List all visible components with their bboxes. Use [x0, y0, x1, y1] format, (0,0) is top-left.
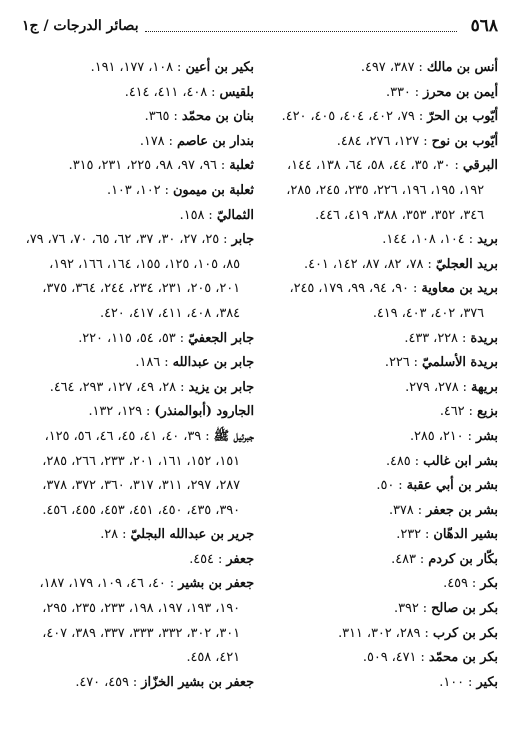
index-entry [266, 204, 498, 229]
entry-name: جعفر [226, 551, 254, 567]
entry-page-refs: ٧٩، ٤٠٢، ٤٠٤، ٤٠٥، ٤٢٠. [281, 109, 415, 125]
entry-page-refs: ١٢٩، ١٣٢. [88, 404, 142, 420]
index-entry [266, 450, 498, 475]
entry-name: بكر بن صالح [431, 601, 498, 617]
running-title: بصائر الدرجات / ج١ [22, 18, 139, 34]
entry-name: الجارود (أبوالمنذر) [154, 404, 254, 420]
entry-separator: : [410, 84, 424, 100]
index-columns [16, 56, 504, 695]
entry-page-refs: ٩٦، ٩٧، ٩٨، ٢٢٥، ٢٣١، ٣١٥. [68, 158, 217, 174]
entry-name: بريد [477, 232, 498, 248]
entry-separator: : [463, 674, 477, 690]
index-entry [266, 400, 498, 425]
entry-name: البرقي [462, 158, 498, 174]
index-entry [22, 425, 254, 450]
page-number: ٥٦٨ [470, 16, 498, 36]
entry-name: جعفر بن بشير [178, 576, 254, 592]
entry-page-refs: ١٩٠، ١٩٣، ١٩٧، ١٩٨، ٢٣٣، ٢٣٥، ٢٩٥، [42, 601, 240, 617]
entry-separator: : [450, 158, 463, 174]
entry-name: ثعلبة بن ميمون [172, 182, 254, 198]
entry-page-refs: ١٠٢، ١٠٣. [106, 182, 161, 198]
entry-separator: : [160, 182, 173, 198]
entry-name: بنان بن محمّد [181, 109, 254, 125]
index-entry [22, 327, 254, 352]
index-entry [22, 499, 254, 524]
entry-page-refs: ٣٧٦، ٤٠٢، ٤٠٣، ٤١٩. [372, 305, 484, 321]
index-entry [22, 302, 254, 327]
entry-page-refs: ٤٠، ٤٦، ١٠٩، ١٧٩، ١٨٧، [39, 576, 166, 592]
entry-separator: : [416, 650, 429, 666]
index-entry [22, 572, 254, 597]
entry-page-refs: ١٠٨، ١٧٧، ١٩١. [90, 60, 173, 75]
page-header [22, 14, 498, 38]
entry-separator: : [219, 232, 232, 248]
index-entry [266, 474, 498, 499]
index-entry [22, 56, 254, 81]
index-entry [266, 105, 498, 130]
index-entry [266, 154, 498, 179]
entry-page-refs: ٣٣٠. [386, 84, 411, 100]
index-entry [22, 400, 254, 425]
entry-separator: : [418, 601, 432, 617]
entry-name: أيّوب بن نوح [431, 133, 498, 149]
index-entry [22, 277, 254, 302]
index-entry [266, 425, 498, 450]
entry-page-refs: ١٠٠. [439, 674, 464, 690]
entry-separator: : [464, 404, 477, 420]
entry-page-refs: ٢٨. [100, 527, 119, 543]
entry-name: جبرئيل ﷺ [213, 428, 254, 444]
index-entry [22, 130, 254, 155]
right-column [260, 56, 504, 695]
entry-page-refs: ٩٠، ٩٤، ٩٩، ١٧٩، ٢٤٥، [289, 281, 409, 297]
index-entry [22, 474, 254, 499]
index-entry [22, 597, 254, 622]
entry-separator: : [420, 527, 434, 543]
entry-page-refs: ٢١٠، ٢٨٥. [409, 428, 464, 444]
entry-page-refs: ٢٨، ٤٩، ١٢٧، ٢٩٣، ٤٦٤. [49, 379, 176, 395]
index-entry [266, 327, 498, 352]
entry-name: جعفر بن بشير الخزّاز [141, 674, 254, 690]
entry-page-refs: ١٢٧، ٢٧٦، ٤٨٤. [336, 133, 420, 149]
entry-separator: : [118, 527, 131, 543]
index-entry [22, 622, 254, 647]
entry-name: جابر بن يزيد [188, 379, 254, 395]
entry-page-refs: ٢٢٨، ٤٣٣. [404, 330, 458, 346]
entry-page-refs: ٢٢٦. [384, 355, 410, 371]
entry-page-refs: ٤٨٥. [385, 453, 411, 469]
entry-name: جابر بن عبدالله [172, 355, 254, 371]
entry-name: بريد بن معاوية [421, 281, 498, 297]
entry-separator: : [128, 674, 142, 690]
entry-separator: : [413, 502, 427, 518]
index-entry [266, 622, 498, 647]
entry-separator: : [420, 625, 433, 641]
header-rule [145, 21, 457, 32]
entry-separator: : [408, 281, 422, 297]
entry-separator: : [201, 428, 214, 444]
entry-separator: : [176, 379, 189, 395]
entry-page-refs: ٣٩٢. [394, 601, 419, 617]
entry-separator: : [414, 60, 427, 75]
entry-name: بكير بن أعين [185, 60, 254, 75]
entry-separator: : [141, 404, 155, 420]
entry-name: بشر [475, 428, 498, 444]
entry-page-refs: ٤٥٩. [443, 576, 468, 592]
entry-page-refs: ٤٥٩، ٤٧٠. [75, 674, 129, 690]
entry-page-refs: ٢٣٢. [396, 527, 421, 543]
entry-separator: : [394, 478, 407, 494]
entry-page-refs: ٣٩، ٤٠، ٤١، ٤٥، ٤٦، ٥٦، ١٢٥، [44, 428, 202, 444]
index-entry [22, 253, 254, 278]
entry-separator: : [169, 109, 182, 125]
entry-separator: : [172, 60, 186, 75]
entry-separator: : [467, 576, 481, 592]
entry-page-refs: ٣٠١، ٣٠٢، ٣٣٢، ٣٣٣، ٣٣٧، ٣٨٩، ٤٠٧، [42, 625, 240, 641]
index-entry [22, 179, 254, 204]
index-entry [22, 105, 254, 130]
entry-separator: : [423, 256, 436, 272]
index-entry [22, 154, 254, 179]
entry-page-refs: ٤٨٣. [391, 551, 416, 567]
entry-name: بكر بن محمّد [428, 650, 498, 666]
entry-name: جرير بن عبدالله البجليّ [130, 527, 254, 543]
entry-separator: : [164, 133, 177, 149]
entry-page-refs: ٤٢١، ٤٥٨. [186, 650, 240, 666]
entry-page-refs: ٤٠٨، ٤١١، ٤١٤. [124, 84, 208, 100]
entry-separator: : [457, 330, 471, 346]
entry-page-refs: ٣٧٨. [388, 502, 414, 518]
entry-separator: : [415, 551, 429, 567]
index-entry [266, 671, 498, 696]
entry-page-refs: ٢٨٧، ٢٩٧، ٣١١، ٣١٧، ٣٦٠، ٣٧٢، ٣٧٨، [42, 478, 240, 494]
index-entry [22, 204, 254, 229]
entry-name: بريهة [471, 379, 498, 395]
entry-separator: : [464, 232, 478, 248]
index-entry [266, 302, 498, 327]
entry-separator: : [458, 379, 472, 395]
entry-name: أنس بن مالك [426, 60, 498, 75]
index-entry [266, 548, 498, 573]
entry-page-refs: ٨٥، ١٠٥، ١٢٥، ١٥٥، ١٦٤، ١٦٦، ١٩٢، [49, 256, 240, 272]
entry-separator: : [204, 207, 217, 223]
entry-page-refs: ٣٦٥. [144, 109, 170, 125]
entry-separator: : [409, 355, 423, 371]
index-entry [266, 81, 498, 106]
entry-page-refs: ٢٠١، ٢٠٥، ٢٣١، ٢٣٤، ٢٤٤، ٣٦٤، ٣٧٥، [42, 281, 240, 297]
entry-page-refs: ٣٩٠، ٤٣٥، ٤٥٠، ٤٥١، ٤٥٣، ٤٥٥، ٤٥٦. [42, 502, 240, 518]
entry-separator: : [414, 109, 428, 125]
index-entry [266, 130, 498, 155]
entry-name: أيّوب بن الحرّ [427, 109, 498, 125]
entry-page-refs: ٣٠، ٣٥، ٤٤، ٥٨، ٦٤، ١٣٨، ١٤٤، [287, 158, 451, 174]
index-entry [266, 56, 498, 81]
index-entry [266, 228, 498, 253]
entry-page-refs: ١٥١، ١٥٢، ١٦١، ٢٠١، ٢٣٣، ٢٦٦، ٢٨٥، [42, 453, 240, 469]
entry-separator: : [419, 133, 432, 149]
index-entry [22, 81, 254, 106]
entry-page-refs: ١٠٤، ١٠٨، ١٤٤. [382, 232, 465, 248]
index-entry [22, 548, 254, 573]
entry-page-refs: ٢٧٨، ٢٧٩. [405, 379, 459, 395]
index-entry [266, 499, 498, 524]
entry-page-refs: ٤٧١، ٥٠٩. [362, 650, 417, 666]
entry-name: بريد العجليّ [435, 256, 498, 272]
entry-page-refs: ٥٠. [376, 478, 395, 494]
index-entry [22, 523, 254, 548]
entry-page-refs: ٣٨٤، ٤٠٨، ٤١١، ٤١٧، ٤٢٠. [99, 305, 240, 321]
left-column [16, 56, 260, 695]
entry-page-refs: ١٧٨. [139, 133, 165, 149]
entry-name: بشر ابن غالب [423, 453, 498, 469]
entry-separator: : [207, 84, 220, 100]
entry-name: بكر بن كرب [432, 625, 498, 641]
entry-separator: : [160, 355, 173, 371]
entry-name: جابر الجعفيّ [188, 330, 254, 346]
index-entry [22, 376, 254, 401]
entry-name: الثماليّ [216, 207, 254, 223]
entry-page-refs: ٥٣، ٥٤، ١١٥، ٢٢٠. [78, 330, 176, 346]
entry-page-refs: ٣٤٦، ٣٥٢، ٣٥٣، ٣٨٨، ٤١٩، ٤٤٦. [315, 207, 484, 223]
index-entry [266, 523, 498, 548]
entry-page-refs: ٢٨٩، ٣٠٢، ٣١١. [338, 625, 421, 641]
entry-separator: : [165, 576, 179, 592]
index-entry [266, 253, 498, 278]
entry-page-refs: ٤٥٤. [189, 551, 214, 567]
entry-name: بشر بن جعفر [426, 502, 498, 518]
entry-name: بلقيس [219, 84, 254, 100]
entry-page-refs: ١٥٨. [179, 207, 205, 223]
entry-name: بكر [480, 576, 498, 592]
entry-separator: : [175, 330, 189, 346]
entry-page-refs: ٧٨، ٨٢، ٨٧، ١٤٢، ٤٠١. [304, 256, 424, 272]
index-entry [266, 572, 498, 597]
entry-separator: : [410, 453, 424, 469]
entry-separator: : [216, 158, 230, 174]
index-entry [266, 179, 498, 204]
index-entry [266, 646, 498, 671]
index-entry [22, 646, 254, 671]
entry-name: ثعلبة [229, 158, 254, 174]
index-entry [22, 450, 254, 475]
index-entry [266, 351, 498, 376]
index-entry [22, 671, 254, 696]
entry-page-refs: ١٩٢، ١٩٥، ١٩٦، ٢٢٦، ٢٣٥، ٢٤٥، ٢٨٥، [286, 182, 484, 198]
entry-name: بكّار بن كردم [428, 551, 498, 567]
index-entry [22, 351, 254, 376]
index-entry [266, 597, 498, 622]
index-entry [266, 277, 498, 302]
index-entry [266, 376, 498, 401]
entry-page-refs: ٣٨٧، ٤٩٧. [360, 60, 415, 75]
entry-separator: : [213, 551, 227, 567]
entry-name: بريدة الأسلميّ [422, 355, 498, 371]
entry-page-refs: ١٨٦. [135, 355, 161, 371]
entry-name: جابر [231, 232, 254, 248]
entry-separator: : [463, 428, 476, 444]
index-entry [22, 228, 254, 253]
entry-name: أيمن بن محرز [423, 84, 498, 100]
entry-name: بكير [476, 674, 498, 690]
entry-name: بشر بن أبي عقبة [406, 478, 498, 494]
entry-page-refs: ٢٥، ٢٧، ٣٠، ٣٧، ٦٢، ٦٥، ٧٠، ٧٦، ٧٩، [25, 232, 220, 248]
entry-name: بزيع [477, 404, 498, 420]
entry-name: بريدة [470, 330, 498, 346]
entry-name: بشير الدهّان [433, 527, 498, 543]
entry-name: بندار بن عاصم [176, 133, 254, 149]
entry-page-refs: ٤٦٢. [439, 404, 465, 420]
